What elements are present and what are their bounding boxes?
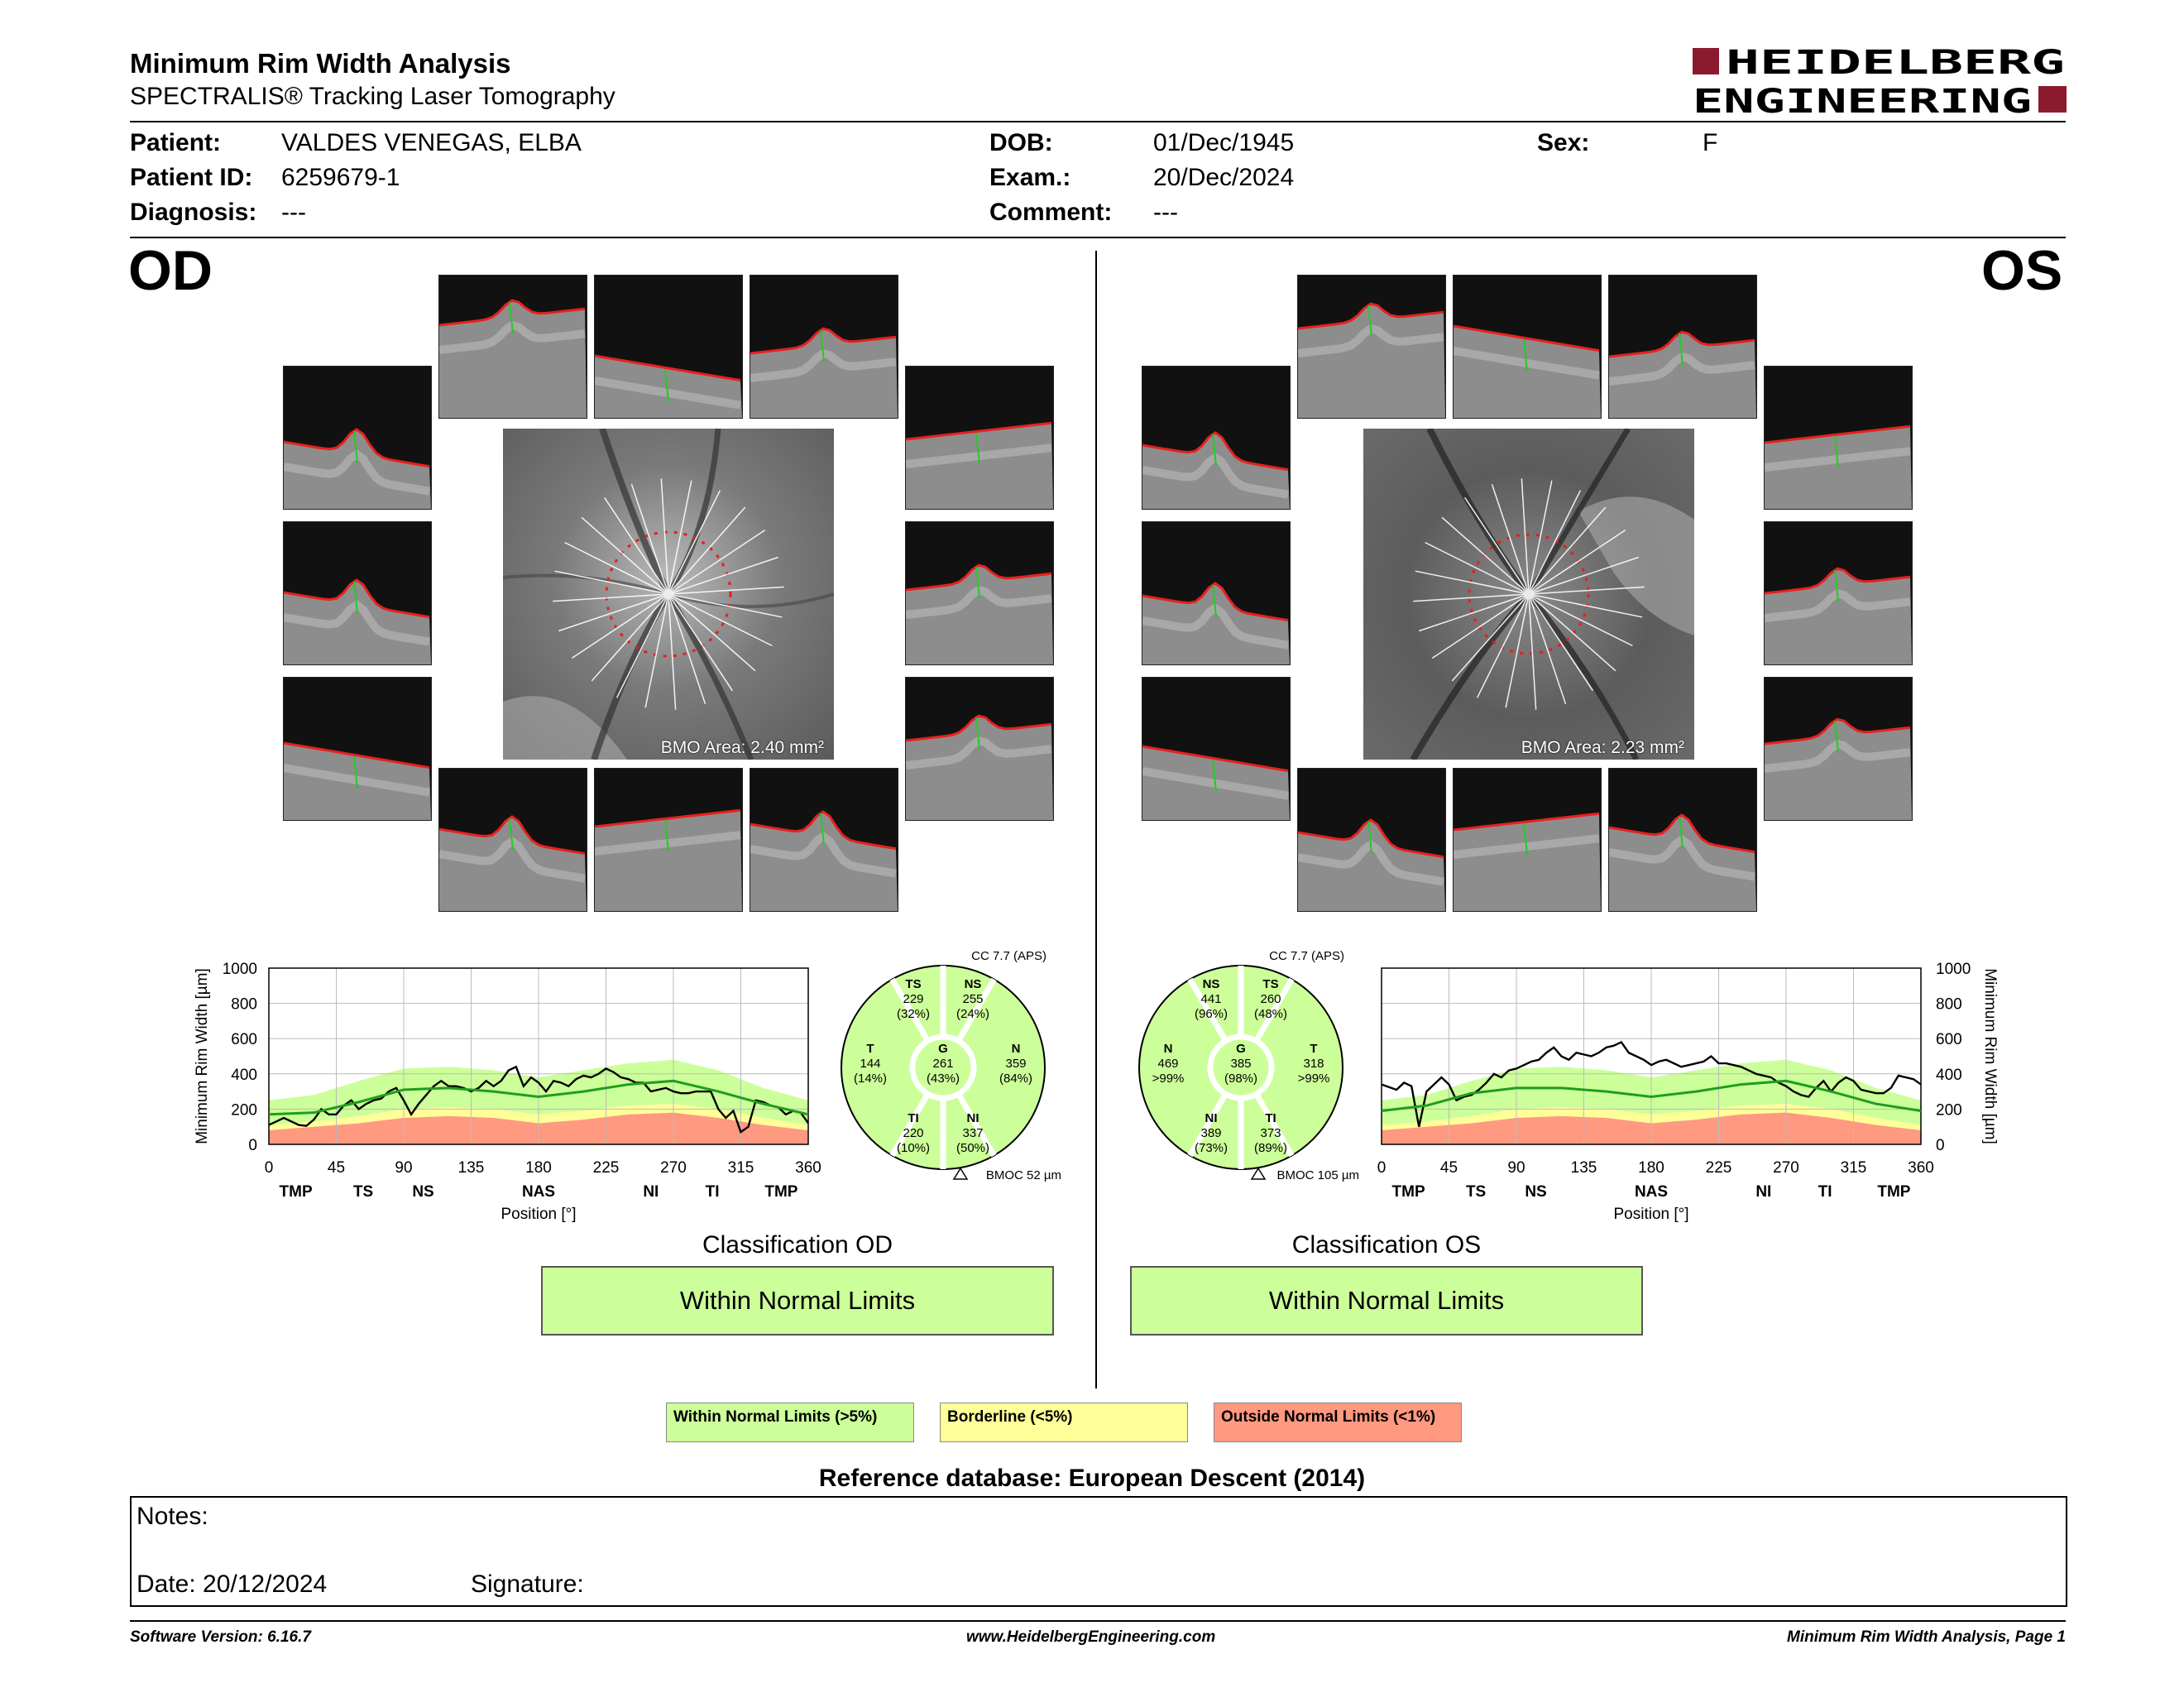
os-fundus-image	[1363, 429, 1694, 760]
sector-percentile: (32%)	[896, 1007, 931, 1021]
sector-name: G	[938, 1042, 948, 1056]
bmoc-label: BMOC 105 µm	[1276, 1168, 1359, 1182]
sector-axis-label: NAS	[1634, 1183, 1669, 1201]
os-rim-width-chart	[1348, 952, 2010, 1233]
sector-axis-label: TMP	[279, 1183, 313, 1201]
oct-bscan-image	[1764, 521, 1913, 665]
x-tick-label: 270	[1773, 1159, 1799, 1177]
legend-borderline: Borderline (<5%)	[940, 1403, 1188, 1442]
sector-axis-label: NS	[1525, 1183, 1547, 1201]
os-sector-diagram	[1133, 943, 1382, 1183]
cc-label: CC 7.7 (APS)	[971, 949, 1046, 963]
sector-percentile: (10%)	[896, 1141, 931, 1155]
sector-axis-label: NI	[643, 1183, 659, 1201]
x-axis-label: Position [°]	[500, 1206, 577, 1223]
sector-value: 373	[1260, 1126, 1281, 1140]
sector-name: TI	[1265, 1111, 1276, 1125]
sector-name: T	[866, 1042, 874, 1056]
exam-label: Exam.:	[989, 164, 1071, 191]
sector-name: NS	[1202, 977, 1220, 991]
sector-axis-label: NAS	[521, 1183, 556, 1201]
patient-value: VALDES VENEGAS, ELBA	[281, 129, 582, 156]
oct-bscan-image	[1453, 275, 1602, 419]
sector-value: 389	[1200, 1126, 1222, 1140]
y-tick-label: 600	[1936, 1031, 1962, 1049]
exam-value: 20/Dec/2024	[1153, 164, 1295, 191]
sector-value: 385	[1230, 1057, 1252, 1071]
oct-bscan-image	[750, 768, 898, 912]
sector-percentile: (48%)	[1253, 1007, 1288, 1021]
sector-value: 318	[1303, 1057, 1324, 1071]
sector-name: NS	[964, 977, 982, 991]
y-tick-label: 800	[231, 995, 257, 1014]
sector-name: G	[1236, 1042, 1246, 1056]
sector-value: 359	[1005, 1057, 1027, 1071]
y-tick-label: 600	[231, 1031, 257, 1049]
heidelberg-logo	[1693, 46, 2068, 116]
x-tick-label: 135	[1570, 1159, 1597, 1177]
x-tick-label: 225	[592, 1159, 620, 1177]
os-bmo-area: BMO Area: 2.23 mm²	[1521, 738, 1684, 757]
sex-value: F	[1703, 129, 1718, 156]
y-tick-label: 800	[1936, 995, 1962, 1014]
oct-bscan-image	[1764, 366, 1913, 510]
oct-bscan-image	[1297, 275, 1446, 419]
oct-bscan-image	[1453, 768, 1602, 912]
od-bmo-area: BMO Area: 2.40 mm²	[660, 738, 824, 757]
od-rim-width-chart	[190, 952, 836, 1233]
y-axis-label: Minimum Rim Width [µm]	[1981, 968, 1999, 1144]
y-tick-label: 200	[1936, 1101, 1962, 1120]
sector-name: TS	[905, 977, 922, 991]
oct-bscan-image	[594, 768, 743, 912]
y-tick-label: 200	[231, 1101, 257, 1120]
patient-id-label: Patient ID:	[130, 164, 253, 191]
sector-name: NI	[966, 1111, 979, 1125]
sector-value: 337	[962, 1126, 984, 1140]
sector-axis-label: TMP	[1877, 1183, 1911, 1201]
x-axis-label: Position [°]	[1613, 1206, 1689, 1223]
eye-divider	[1095, 251, 1097, 1388]
patient-rule	[130, 237, 2066, 238]
oct-bscan-image	[1142, 677, 1291, 821]
x-tick-label: 360	[795, 1159, 821, 1177]
sector-axis-label: TMP	[764, 1183, 798, 1201]
notes-label: Notes:	[136, 1503, 208, 1530]
oct-bscan-image	[283, 521, 432, 665]
page-label: Minimum Rim Width Analysis, Page 1	[1787, 1628, 2066, 1646]
y-tick-label: 0	[248, 1137, 257, 1154]
od-sector-diagram	[836, 943, 1084, 1183]
sector-axis-label: NS	[412, 1183, 434, 1201]
sector-value: 261	[932, 1057, 954, 1071]
legend-normal: Within Normal Limits (>5%)	[666, 1403, 914, 1442]
sector-axis-label: TS	[352, 1183, 374, 1201]
sector-value: 229	[903, 992, 924, 1006]
x-tick-label: 315	[1840, 1159, 1867, 1177]
od-fundus-image	[503, 429, 834, 760]
footer-rule	[130, 1620, 2066, 1622]
oct-bscan-image	[1142, 366, 1291, 510]
sector-percentile: (43%)	[926, 1072, 960, 1086]
oct-bscan-image	[283, 366, 432, 510]
y-axis-label: Minimum Rim Width [µm]	[194, 968, 211, 1144]
sector-value: 255	[962, 992, 984, 1006]
sector-name: T	[1310, 1042, 1318, 1056]
sector-percentile: (84%)	[999, 1072, 1033, 1086]
delta-icon	[954, 1168, 967, 1179]
reference-database: Reference database: European Descent (2014)	[818, 1465, 1366, 1492]
sector-percentile: (96%)	[1194, 1007, 1228, 1021]
x-tick-label: 90	[1507, 1159, 1525, 1177]
report-title: Minimum Rim Width Analysis	[130, 48, 511, 79]
sector-percentile: (89%)	[1253, 1141, 1288, 1155]
sector-percentile: (50%)	[956, 1141, 990, 1155]
notes-box	[130, 1496, 2067, 1607]
legend-outside: Outside Normal Limits (<1%)	[1214, 1403, 1462, 1442]
header-rule	[130, 121, 2066, 122]
sector-percentile: (73%)	[1194, 1141, 1228, 1155]
od-eye-label: OD	[128, 239, 213, 302]
x-tick-label: 180	[525, 1159, 552, 1177]
x-tick-label: 315	[727, 1159, 754, 1177]
logo-line-2: ENGINEERING	[1693, 83, 2032, 116]
bmoc-label: BMOC 52 µm	[985, 1168, 1061, 1182]
dob-label: DOB:	[989, 129, 1053, 156]
oct-bscan-image	[1142, 521, 1291, 665]
od-classification-title: Classification OD	[702, 1231, 893, 1259]
sector-value: 441	[1200, 992, 1222, 1006]
patient-id-value: 6259679-1	[281, 164, 400, 191]
oct-bscan-image	[438, 768, 587, 912]
oct-bscan-image	[905, 521, 1054, 665]
oct-bscan-image	[1608, 275, 1757, 419]
sector-value: 260	[1260, 992, 1281, 1006]
oct-bscan-image	[905, 677, 1054, 821]
sector-percentile: >99%	[1297, 1072, 1330, 1086]
sector-value: 469	[1157, 1057, 1179, 1071]
x-tick-label: 90	[395, 1159, 413, 1177]
y-tick-label: 400	[1936, 1066, 1962, 1084]
x-tick-label: 45	[327, 1159, 346, 1177]
x-tick-label: 180	[1638, 1159, 1664, 1177]
diagnosis-label: Diagnosis:	[130, 199, 257, 226]
sector-name: N	[1163, 1042, 1173, 1056]
sector-name: N	[1011, 1042, 1021, 1056]
sector-percentile: (14%)	[853, 1072, 888, 1086]
x-tick-label: 45	[1439, 1159, 1458, 1177]
sector-axis-label: TMP	[1391, 1183, 1425, 1201]
sector-name: TI	[908, 1111, 919, 1125]
signature-label: Signature:	[471, 1571, 584, 1598]
dob-value: 01/Dec/1945	[1153, 129, 1295, 156]
oct-bscan-image	[1608, 768, 1757, 912]
software-version: Software Version: 6.16.7	[130, 1628, 311, 1646]
logo-line-1: HEIDELBERG	[1726, 46, 2065, 82]
oct-bscan-image	[438, 275, 587, 419]
sector-name: TS	[1262, 977, 1279, 991]
x-tick-label: 360	[1908, 1159, 1934, 1177]
patient-label: Patient:	[130, 129, 222, 156]
x-tick-label: 0	[1377, 1159, 1387, 1177]
oct-bscan-image	[750, 275, 898, 419]
diagnosis-value: ---	[281, 199, 306, 226]
oct-bscan-image	[905, 366, 1054, 510]
sector-value: 144	[860, 1057, 881, 1071]
sector-axis-label: TI	[1818, 1183, 1832, 1201]
sector-value: 220	[903, 1126, 924, 1140]
comment-label: Comment:	[989, 199, 1113, 226]
sector-name: NI	[1205, 1111, 1218, 1125]
delta-icon	[1252, 1168, 1265, 1179]
sector-percentile: (24%)	[956, 1007, 990, 1021]
os-classification-box: Within Normal Limits	[1130, 1266, 1643, 1336]
oct-bscan-image	[594, 275, 743, 419]
os-classification-title: Classification OS	[1291, 1231, 1482, 1259]
y-tick-label: 1000	[222, 961, 257, 978]
sector-percentile: (98%)	[1224, 1072, 1258, 1086]
y-tick-label: 0	[1936, 1137, 1945, 1154]
oct-bscan-image	[1764, 677, 1913, 821]
sector-axis-label: TI	[705, 1183, 720, 1201]
oct-bscan-image	[283, 677, 432, 821]
sector-axis-label: TS	[1465, 1183, 1487, 1201]
sector-axis-label: NI	[1755, 1183, 1772, 1201]
os-eye-label: OS	[1981, 239, 2063, 302]
date-label: Date: 20/12/2024	[136, 1571, 328, 1598]
y-tick-label: 400	[231, 1066, 257, 1084]
x-tick-label: 0	[264, 1159, 274, 1177]
od-classification-box: Within Normal Limits	[541, 1266, 1054, 1336]
comment-value: ---	[1153, 199, 1178, 226]
sector-percentile: >99%	[1152, 1072, 1185, 1086]
x-tick-label: 225	[1705, 1159, 1732, 1177]
sex-label: Sex:	[1537, 129, 1590, 156]
x-tick-label: 135	[457, 1159, 485, 1177]
cc-label: CC 7.7 (APS)	[1269, 949, 1344, 963]
oct-bscan-image	[1297, 768, 1446, 912]
y-tick-label: 1000	[1936, 961, 1971, 978]
x-tick-label: 270	[660, 1159, 687, 1177]
website-link[interactable]: www.HeidelbergEngineering.com	[966, 1628, 1216, 1646]
report-subtitle: SPECTRALIS® Tracking Laser Tomography	[130, 83, 615, 110]
